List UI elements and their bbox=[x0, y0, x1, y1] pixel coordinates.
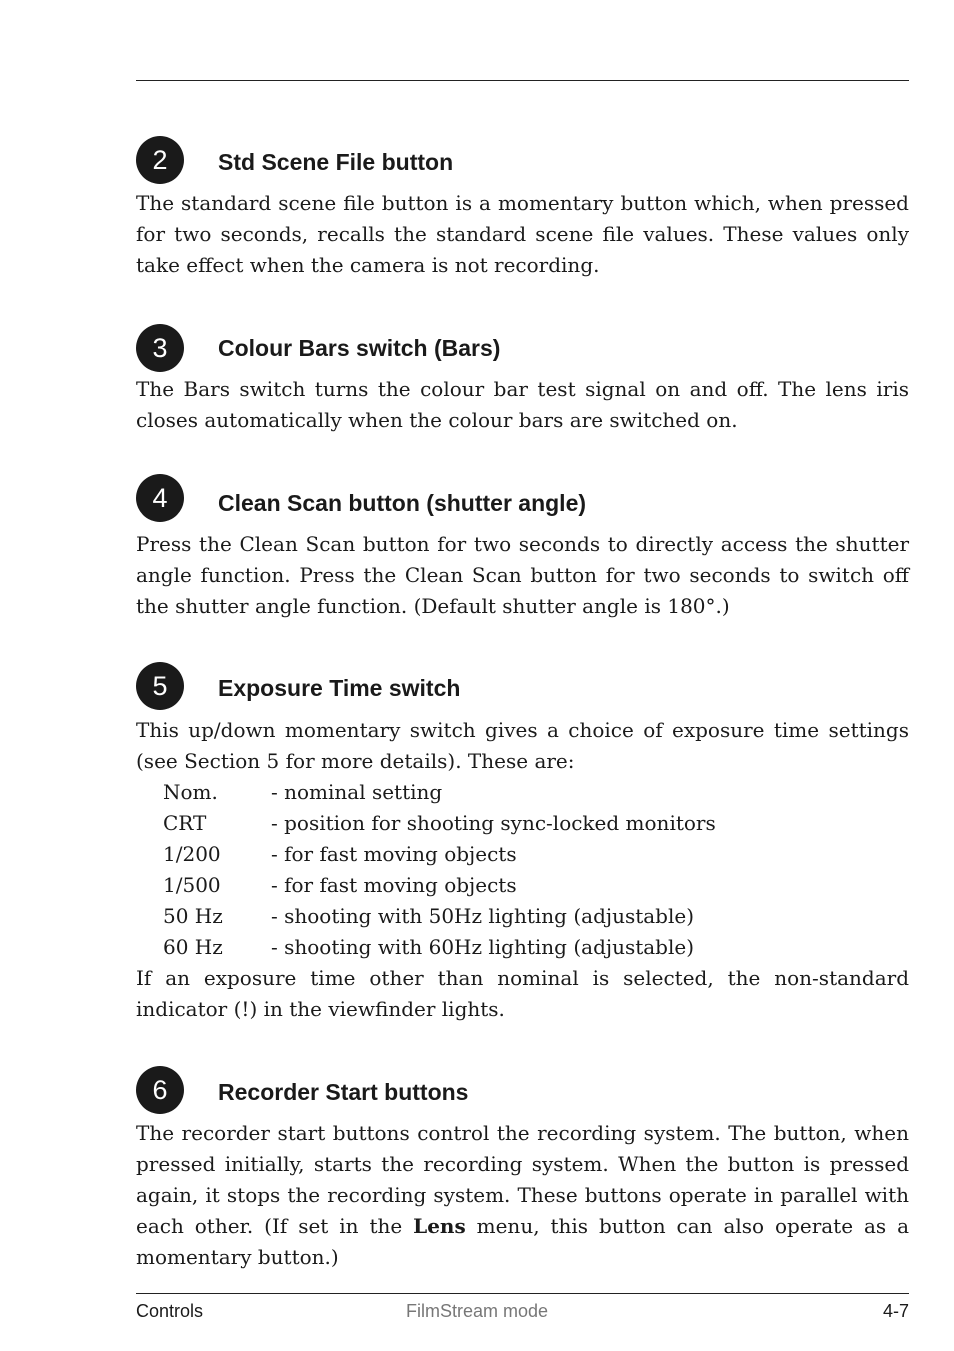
exposure-option-desc: - for fast moving objects bbox=[271, 842, 517, 866]
section-heading: Colour Bars switch (Bars) bbox=[218, 335, 501, 361]
exposure-option-desc: - for fast moving objects bbox=[271, 873, 517, 897]
exposure-option-key: Nom. bbox=[163, 780, 218, 804]
exposure-option-key: CRT bbox=[163, 811, 207, 835]
footer-rule bbox=[136, 1293, 909, 1294]
section-body-text: The recorder start buttons control the recording system. The button, when pressed initially, starts the recording system. When the button is pressed again, it stops the recording system. These buttons operate in parallel with each other. (If set in the bbox=[136, 1121, 909, 1238]
footer-mode: FilmStream mode bbox=[405, 1301, 549, 1321]
exposure-option-key: 1/200 bbox=[163, 842, 221, 866]
exposure-option-row bbox=[163, 839, 517, 870]
section-number-badge: 2 bbox=[136, 136, 184, 184]
header-rule bbox=[136, 80, 909, 81]
exposure-option-row bbox=[163, 808, 716, 839]
exposure-option-row bbox=[163, 901, 694, 932]
section-number-badge: 6 bbox=[136, 1066, 184, 1114]
section-number-badge: 5 bbox=[136, 662, 184, 710]
section-body: The standard scene file button is a momentary button which, when pressed for two seconds, recalls the standard scene file values. These values only take effect when the camera is not recording. bbox=[136, 191, 909, 277]
section-body-text: menu, this button can also operate as a momentary button.) bbox=[136, 1214, 909, 1269]
exposure-option-desc: - shooting with 50Hz lighting (adjustable) bbox=[271, 904, 695, 928]
section-body-after-list: If an exposure time other than nominal is selected, the non-standard indicator (!) in the viewfinder lights. bbox=[136, 966, 909, 1021]
section-heading: Recorder Start buttons bbox=[218, 1079, 469, 1105]
section-heading: Exposure Time switch bbox=[218, 675, 461, 701]
exposure-option-key: 60 Hz bbox=[163, 935, 223, 959]
exposure-option-key: 1/500 bbox=[163, 873, 221, 897]
exposure-option-desc: - shooting with 60Hz lighting (adjustable) bbox=[271, 935, 695, 959]
section-heading: Clean Scan button (shutter angle) bbox=[218, 490, 587, 516]
section-body bbox=[136, 1118, 909, 1273]
section-heading: Std Scene File button bbox=[218, 149, 454, 175]
section-body: Press the Clean Scan button for two seconds to directly access the shutter angle function. Press the Clean Scan button for two seconds to switch off the shutter angle function. (Default shutter angle is 180°.) bbox=[136, 532, 909, 618]
exposure-option-row bbox=[163, 932, 694, 963]
footer-page-number: 4-7 bbox=[882, 1301, 909, 1321]
section-body: The Bars switch turns the colour bar test signal on and off. The lens iris closes automatically when the colour bars are switched on. bbox=[136, 377, 909, 432]
lens-menu-term: Lens bbox=[413, 1214, 466, 1238]
section-number-badge: 3 bbox=[136, 324, 184, 372]
exposure-option-desc: - position for shooting sync-locked monitors bbox=[271, 811, 716, 835]
footer-chapter: Controls bbox=[136, 1301, 204, 1321]
exposure-option-desc: - nominal setting bbox=[271, 780, 443, 804]
section-number-badge: 4 bbox=[136, 474, 184, 522]
exposure-option-key: 50 Hz bbox=[163, 904, 223, 928]
exposure-option-row bbox=[163, 777, 442, 808]
exposure-option-row bbox=[163, 870, 517, 901]
section-body: This up/down momentary switch gives a choice of exposure time settings (see Section 5 for more details). These are: bbox=[136, 718, 909, 773]
